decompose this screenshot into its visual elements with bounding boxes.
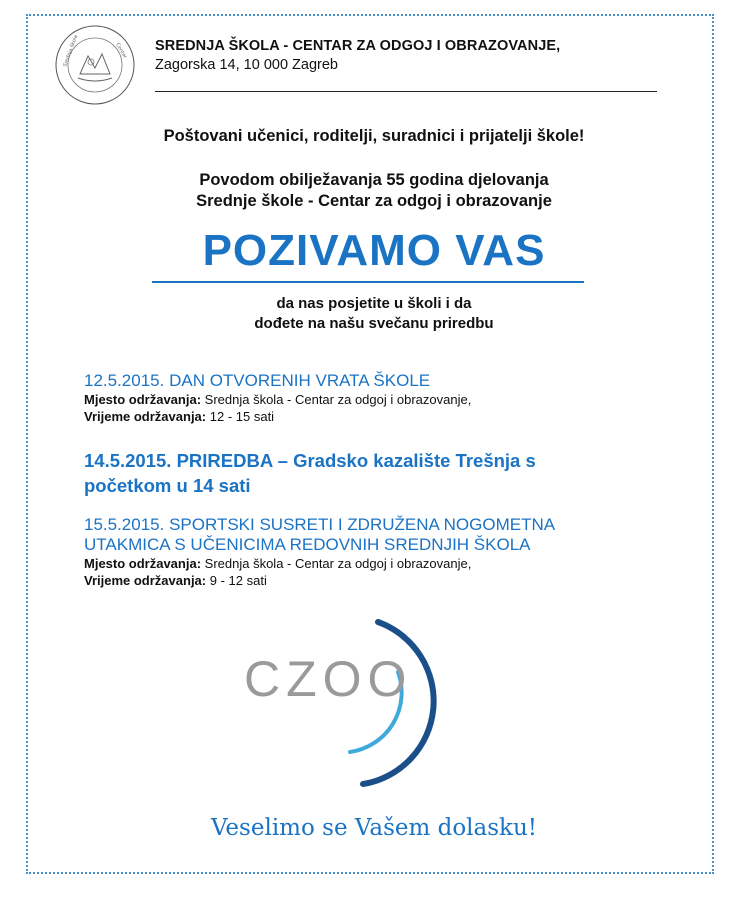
school-address: Zagorska 14, 10 000 Zagreb bbox=[155, 57, 338, 73]
event-time bbox=[84, 408, 684, 425]
event-title-line-2: UTAKMICA S UČENICIMA REDOVNIH SREDNJIH ŠKOLA bbox=[84, 535, 531, 554]
time-label: Vrijeme održavanja: bbox=[84, 573, 207, 588]
greeting: Poštovani učenici, roditelji, suradnici i prijatelji škole! bbox=[163, 127, 585, 145]
event-place bbox=[84, 391, 684, 408]
event-sports bbox=[84, 515, 684, 589]
time-value: 12 - 15 sati bbox=[209, 409, 275, 424]
svg-text:Srednja škola: Srednja škola bbox=[62, 34, 80, 68]
time-label: Vrijeme održavanja: bbox=[84, 409, 207, 424]
svg-text:Centar: Centar bbox=[114, 42, 128, 60]
headline: POZIVAMO VAS bbox=[202, 226, 546, 275]
school-name: SREDNJA ŠKOLA - CENTAR ZA ODGOJ I OBRAZOVANJE, bbox=[155, 38, 561, 54]
event-title-line-2: početkom u 14 sati bbox=[84, 475, 251, 496]
event-place bbox=[84, 555, 684, 572]
invite-text bbox=[0, 294, 748, 334]
headline-underline bbox=[152, 281, 584, 283]
event-title-line-1: 14.5.2015. PRIREDBA – Gradsko kazalište Trešnja s bbox=[84, 450, 536, 471]
occasion-text bbox=[0, 170, 748, 212]
school-seal-icon bbox=[54, 24, 136, 106]
logo-text: CZOO bbox=[244, 651, 413, 707]
occasion-line-2: Srednje škole - Centar za odgoj i obrazovanje bbox=[196, 192, 552, 210]
event-title: 12.5.2015. DAN OTVORENIH VRATA ŠKOLE bbox=[84, 371, 431, 390]
header-divider bbox=[155, 91, 657, 92]
place-label: Mjesto održavanja: bbox=[84, 392, 202, 407]
invite-line-1: da nas posjetite u školi i da bbox=[276, 295, 472, 312]
place-value: Srednja škola - Centar za odgoj i obrazovanje, bbox=[204, 556, 472, 571]
time-value: 9 - 12 sati bbox=[209, 573, 267, 588]
event-performance bbox=[84, 448, 684, 498]
event-time bbox=[84, 572, 684, 589]
czoo-logo bbox=[238, 616, 498, 796]
event-title-line-1: 15.5.2015. SPORTSKI SUSRETI I ZDRUŽENA NOGOMETNA bbox=[84, 515, 556, 534]
place-value: Srednja škola - Centar za odgoj i obrazovanje, bbox=[204, 392, 472, 407]
invite-line-2: dođete na našu svečanu priredbu bbox=[254, 315, 494, 332]
closing-message: Veselimo se Vašem dolasku! bbox=[210, 815, 538, 841]
occasion-line-1: Povodom obilježavanja 55 godina djelovanja bbox=[199, 171, 549, 189]
place-label: Mjesto održavanja: bbox=[84, 556, 202, 571]
event-open-day bbox=[84, 371, 684, 425]
